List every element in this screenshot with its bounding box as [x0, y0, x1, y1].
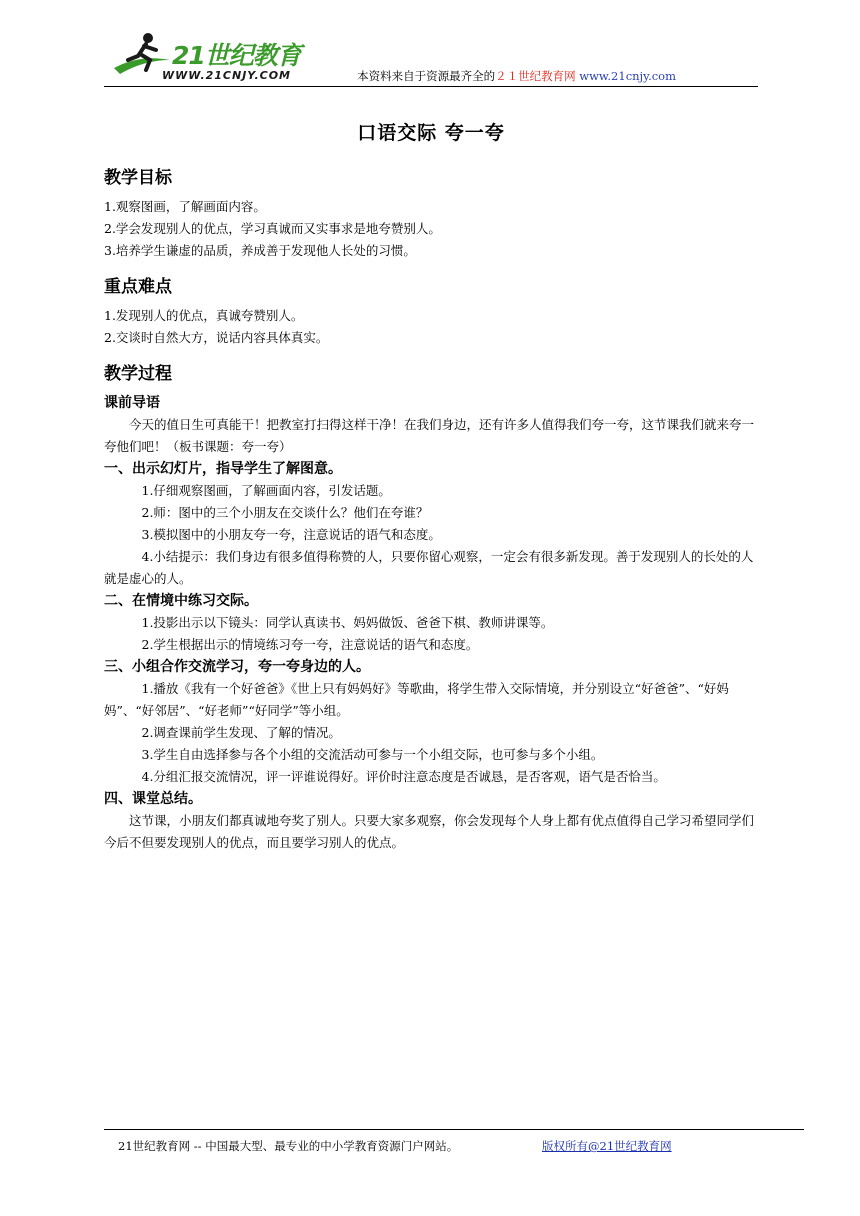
- header-source-highlight: ２１世纪教育网: [495, 69, 576, 83]
- list-item: 2.师：图中的三个小朋友在交谈什么？他们在夸谁？: [141, 505, 429, 520]
- footer-text: 21世纪教育网 -- 中国最大型、最专业的中小学教育资源门户网站。: [118, 1139, 459, 1153]
- logo-url: WWW.21CNJY.COM: [162, 69, 291, 82]
- document-body: [104, 104, 758, 854]
- section-process: [104, 359, 758, 854]
- copyright-link[interactable]: 版权所有@21世纪教育网: [542, 1139, 672, 1153]
- header-source-prefix: 本资料来自于资源最齐全的: [357, 69, 496, 83]
- step-heading: 二、在情境中练习交际。: [104, 593, 258, 609]
- page-title: 口语交际 夸一夸: [357, 122, 505, 144]
- list-item: 1.观察图画，了解画面内容。: [104, 199, 266, 214]
- list-item: 1.投影出示以下镜头：同学认真读书、妈妈做饭、爸爸下棋、教师讲课等。: [141, 615, 554, 630]
- section-objectives: [104, 163, 758, 262]
- logo: [110, 30, 320, 82]
- list-item: 4.分组汇报交流情况，评一评谁说得好。评价时注意态度是否诚恳，是否客观，语气是否恰当。: [141, 769, 666, 784]
- list-item: 2.学会发现别人的优点，学习真诚而又实事求是地夸赞别人。: [104, 221, 441, 236]
- logo-brand: 21世纪教育: [172, 41, 301, 70]
- list-item: 3.培养学生谦虚的品质，养成善于发现他人长处的习惯。: [104, 243, 416, 258]
- step-heading: 三、小组合作交流学习，夸一夸身边的人。: [104, 659, 370, 675]
- list-item: 1.发现别人的优点，真诚夸赞别人。: [104, 308, 304, 323]
- page-header: [104, 26, 758, 87]
- list-item: 1.播放《我有一个好爸爸》《世上只有妈妈好》等歌曲，将学生带入交际情境，并分别设立“好爸爸”、“好妈妈”、“好邻居”、“好老师”“好同学”等小组。: [104, 681, 729, 718]
- header-source: [357, 68, 676, 84]
- step-heading: 一、出示幻灯片，指导学生了解图意。: [104, 461, 342, 477]
- list-item: 1.仔细观察图画，了解画面内容，引发话题。: [141, 483, 391, 498]
- summary-paragraph: 这节课，小朋友们都真诚地夸奖了别人。只要大家多观察，你会发现每个人身上都有优点值得自己学习希望同学们今后不但要发现别人的优点，而且要学习别人的优点。: [104, 813, 755, 850]
- header-source-url[interactable]: www.21cnjy.com: [579, 69, 676, 83]
- section-key-points: [104, 272, 758, 349]
- intro-heading: 课前导语: [104, 395, 160, 411]
- list-item: 2.学生根据出示的情境练习夸一夸，注意说话的语气和态度。: [141, 637, 479, 652]
- list-item: 2.调查课前学生发现、了解的情况。: [141, 725, 341, 740]
- step-heading: 四、课堂总结。: [104, 791, 202, 807]
- list-item: 3.学生自由选择参与各个小组的交流活动可参与一个小组交际，也可参与多个小组。: [141, 747, 604, 762]
- intro-paragraph: 今天的值日生可真能干！把教室打扫得这样干净！在我们身边，还有许多人值得我们夸一夸，这节课我们就来夸一夸他们吧！（板书课题：夸一夸）: [104, 417, 755, 454]
- list-item: 2.交谈时自然大方，说话内容具体真实。: [104, 330, 329, 345]
- section-heading: 教学过程: [104, 364, 172, 384]
- section-heading: 教学目标: [104, 168, 172, 188]
- list-item: 3.模拟图中的小朋友夸一夸，注意说话的语气和态度。: [141, 527, 441, 542]
- section-heading: 重点难点: [104, 277, 172, 297]
- page-footer: [104, 1129, 804, 1153]
- list-item: 4.小结提示：我们身边有很多值得称赞的人，只要你留心观察，一定会有很多新发现。善于发现别人的长处的人就是虚心的人。: [104, 549, 754, 586]
